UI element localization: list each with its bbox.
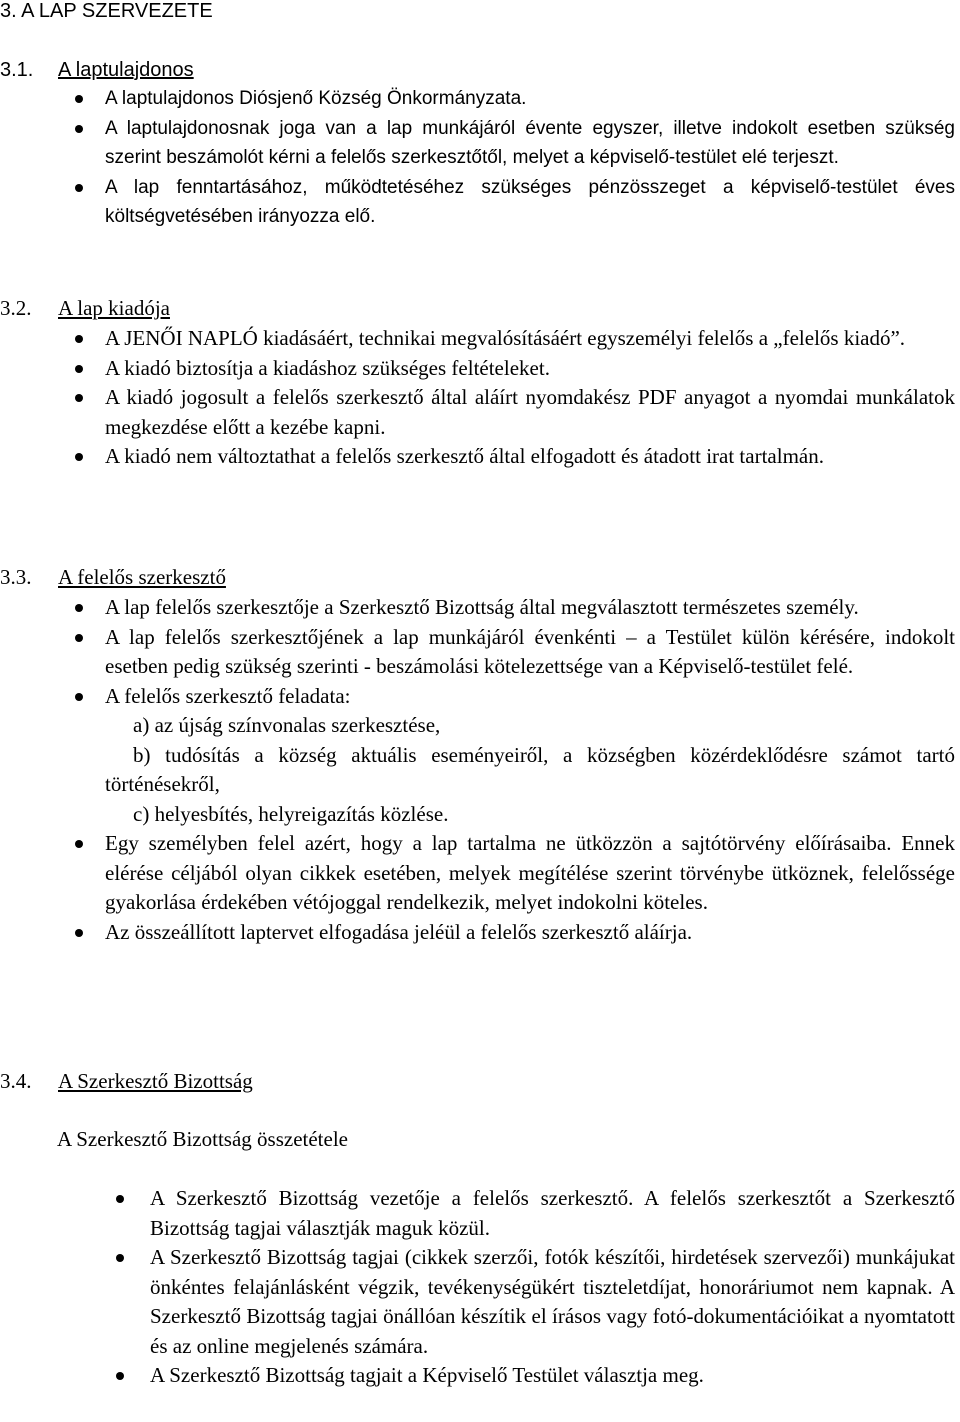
section-3-4-list	[150, 1184, 955, 1391]
bullet-icon	[75, 840, 83, 848]
section-number: 3.2.	[0, 296, 32, 320]
section-heading-3-4	[0, 1067, 253, 1095]
bullet-icon	[75, 453, 83, 461]
section-heading-3-1	[0, 56, 194, 84]
bullet-icon	[116, 1254, 124, 1262]
list-item: A kiadó biztosítja a kiadáshoz szükséges feltételeket.	[105, 354, 955, 384]
list-item: A lap felelős szerkesztőjének a lap munkájáról évenkénti – a Testület külön kérésére, indokolt esetben pedig szükség szerinti - beszámolási kötelezettsége van a Képviselő-testület felé.	[105, 623, 955, 682]
section-3-3-list	[105, 593, 955, 947]
subsection-heading: A Szerkesztő Bizottság összetétele	[57, 1127, 348, 1151]
bullet-icon	[75, 929, 83, 937]
bullet-icon	[75, 604, 83, 612]
list-item: A laptulajdonos Diósjenő Község Önkormányzata.	[105, 84, 955, 114]
list-item: A kiadó nem változtathat a felelős szerkesztő által elfogadott és átadott irat tartalmán.	[105, 442, 955, 472]
section-title: A Szerkesztő Bizottság	[58, 1069, 253, 1093]
bullet-icon	[75, 95, 83, 103]
section-title: A felelős szerkesztő	[58, 565, 226, 589]
list-item: A Szerkesztő Bizottság tagjait a Képviselő Testület választja meg.	[150, 1361, 955, 1391]
section-number: 3.4.	[0, 1069, 32, 1093]
bullet-icon	[75, 634, 83, 642]
list-item: A Szerkesztő Bizottság tagjai (cikkek szerzői, fotók készítői, hirdetések szervezői) munkájukat önkéntes felajánlásként végzik, tevékenységükért tiszteletdíjat, honoráriumot nem kapnak. A Szerkesztő Bizottság tagjai önállóan készítik el írásos vagy fotó-dokumentációikat a nyomtatott és az online megjelenés számára.	[150, 1243, 955, 1361]
task-a: a) az újság színvonalas szerkesztése,	[133, 713, 441, 737]
section-heading-3-2	[0, 294, 170, 322]
bullet-icon	[116, 1195, 124, 1203]
section-number: 3.3.	[0, 565, 32, 589]
bullet-icon	[75, 125, 83, 133]
bullet-icon	[116, 1372, 124, 1380]
chapter-title: 3. A LAP SZERVEZETE	[0, 0, 213, 22]
section-title: A laptulajdonos	[58, 59, 194, 81]
section-3-2-list	[105, 324, 955, 472]
section-title: A lap kiadója	[58, 296, 170, 320]
section-heading-3-3	[0, 563, 226, 591]
bullet-icon	[75, 693, 83, 701]
list-item: A lap felelős szerkesztője a Szerkesztő Bizottság által megválasztott természetes személy.	[105, 593, 955, 623]
list-item: A laptulajdonosnak joga van a lap munkájáról évente egyszer, illetve indokolt esetben szükség szerint beszámolót kérni a felelős szerkesztőtől, melyet a képviselő-testület elé terjeszt.	[105, 114, 955, 173]
bullet-icon	[75, 365, 83, 373]
list-item: Egy személyben felel azért, hogy a lap tartalma ne ütközzön a sajtótörvény előírásaiba. Ennek elérése céljából olyan cikkek esetében, melyek megítélése szerint törvénybe ütköznek, felelőssége gyakorlása érdekében vétójoggal rendelkezik, melyet indokolni köteles.	[105, 829, 955, 918]
list-item: A kiadó jogosult a felelős szerkesztő által aláírt nyomdakész PDF anyagot a nyomdai munkálatok megkezdése előtt a kezébe kapni.	[105, 383, 955, 442]
section-number: 3.1.	[0, 59, 34, 81]
section-3-1-list	[105, 84, 955, 232]
bullet-icon	[75, 394, 83, 402]
task-c: c) helyesbítés, helyreigazítás közlése.	[133, 801, 449, 826]
list-item: A lap fenntartásához, működtetéséhez szükséges pénzösszeget a képviselő-testület éves költségvetésében irányozza elő.	[105, 173, 955, 232]
list-item: A felelős szerkesztő feladata: a) az újság színvonalas szerkesztése, b) tudósítás a község aktuális eseményeiről, a községben közérdeklődésre számot tartó történésekről, c) helyesbítés, helyreigazítás közlése.	[105, 682, 955, 830]
list-item: A JENŐI NAPLÓ kiadásáért, technikai megvalósításáért egyszemélyi felelős a „felelős kiadó”.	[105, 324, 955, 354]
bullet-icon	[75, 335, 83, 343]
list-item: A Szerkesztő Bizottság vezetője a felelős szerkesztő. A felelős szerkesztőt a Szerkesztő Bizottság tagjai választják maguk közül.	[150, 1184, 955, 1243]
bullet-icon	[75, 184, 83, 192]
list-item: Az összeállított laptervet elfogadása jeléül a felelős szerkesztő aláírja.	[105, 918, 955, 948]
task-b: b) tudósítás a község aktuális eseményeiről, a községben közérdeklődésre számot tartó történésekről,	[105, 742, 955, 796]
